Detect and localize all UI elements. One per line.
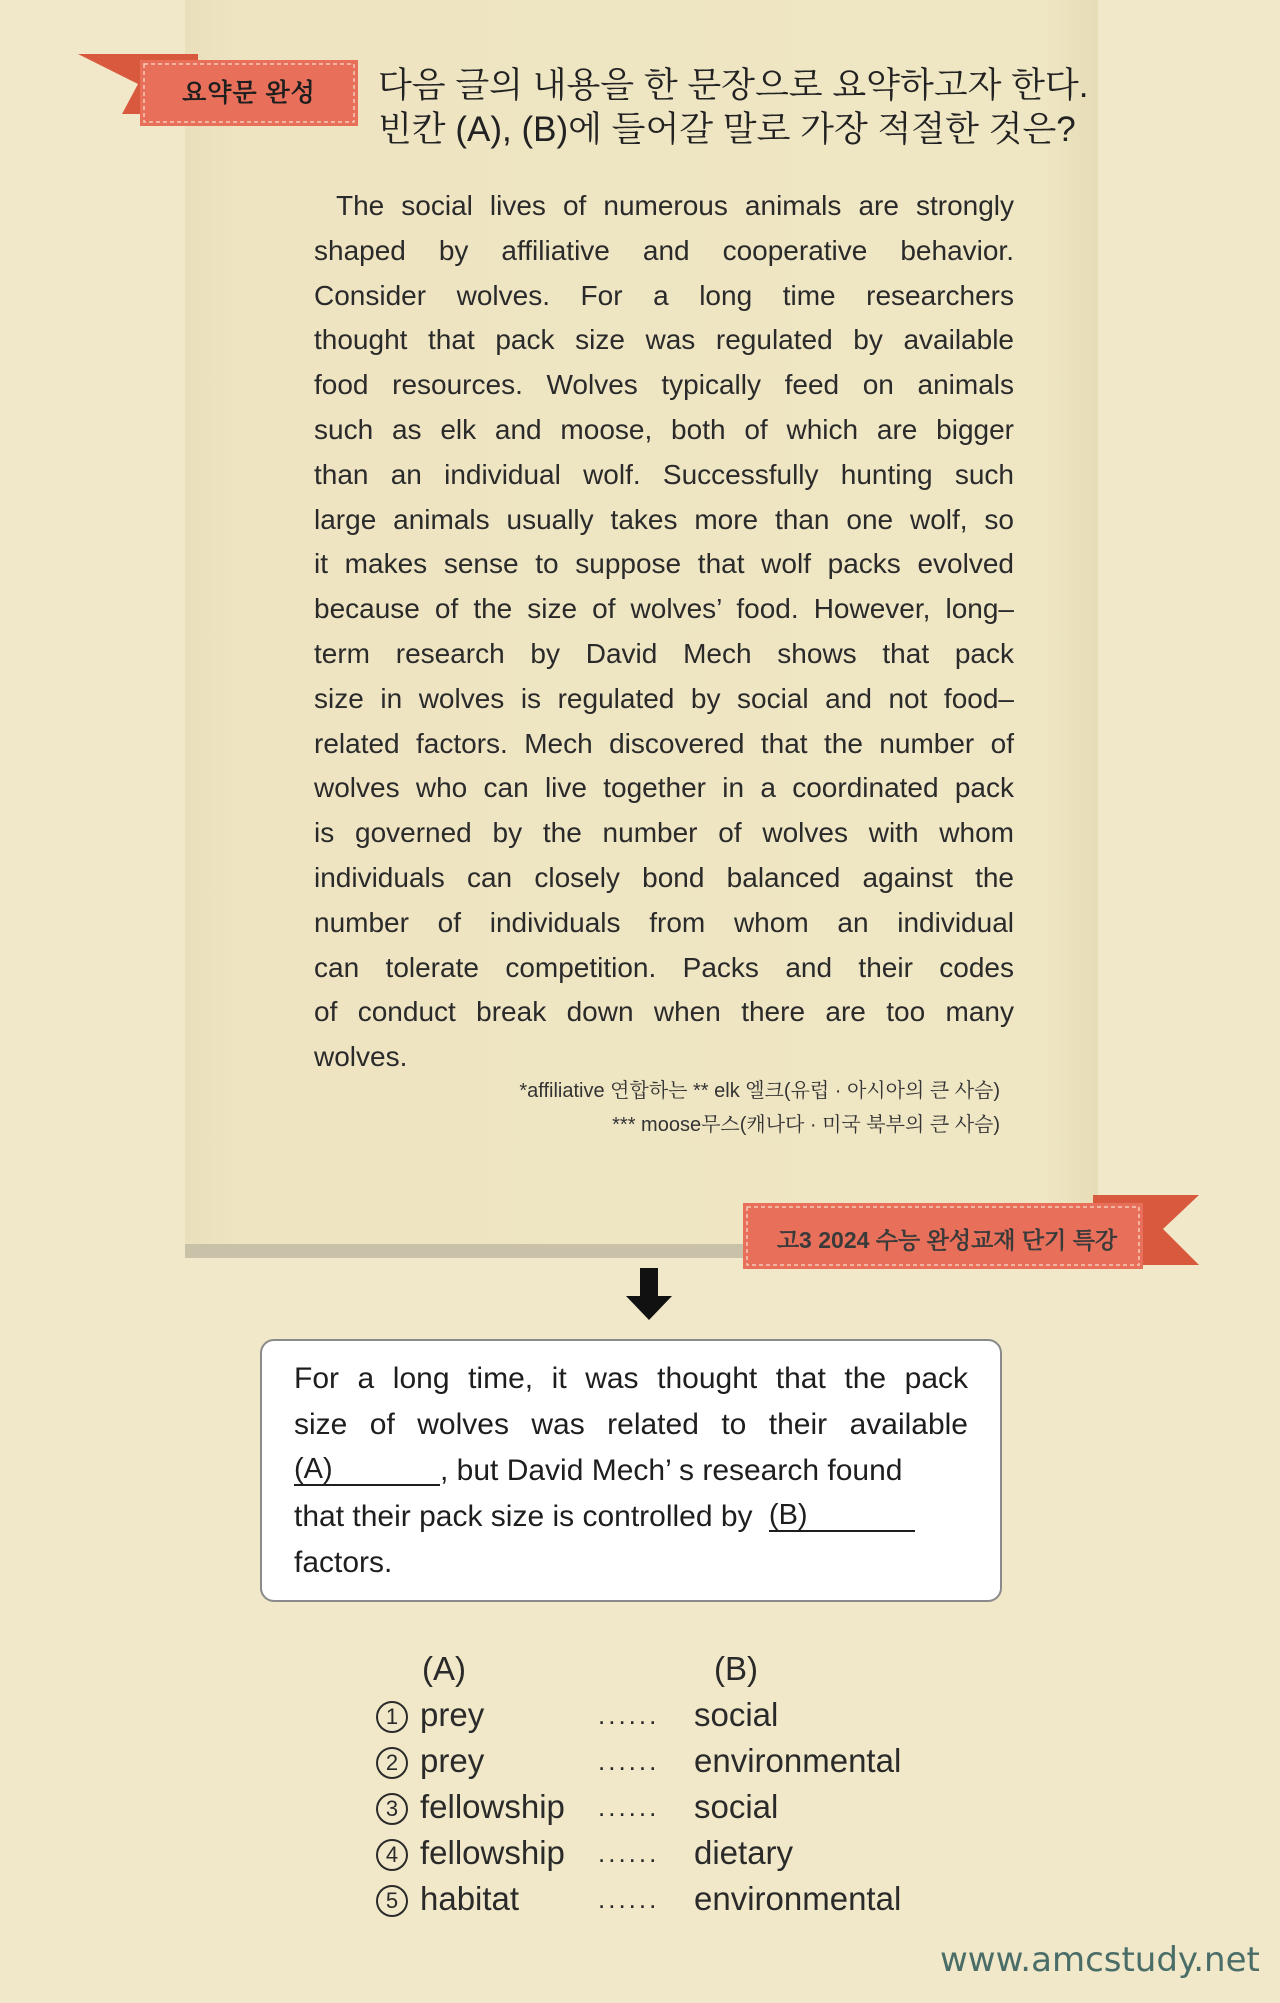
summary-text: that their pack size is controlled by [294,1500,753,1533]
question-prompt [378,64,1089,152]
summary-completion-badge [78,54,360,132]
passage-line: because of the size of wolves’ food. However, long– [314,593,1014,625]
passage-line: large animals usually takes more than one wolf, so [314,503,1014,535]
column-a-header: (A) [422,1650,466,1687]
passage-line: term research by David Mech shows that pack [314,637,1014,669]
vocabulary-footnotes [460,1074,1000,1142]
banner-label: 고3 2024 수능 완성교재 단기 특강 [776,1226,1118,1253]
choice-number: 5 [376,1885,408,1917]
choice-a: fellowship [420,1834,565,1871]
passage-line: shaped by affiliative and cooperative behavior. [314,234,1014,266]
choice-b: environmental [694,1880,902,1917]
passage-line: of conduct break down when there are too many [314,996,1014,1028]
passage-line: such as elk and moose, both of which are bigger [314,413,1014,445]
passage-line: than an individual wolf. Successfully hunting such [314,458,1014,490]
choice-b: environmental [694,1742,902,1779]
choice-b: social [694,1696,779,1733]
summary-text: , but David Mech’ s research found [440,1454,903,1487]
summary-line: For a long time, it was thought that the pack [294,1362,968,1395]
footnote-line: *affiliative 연합하는 ** elk 엘크(유럽 · 아시아의 큰 사슴) [519,1080,1000,1102]
passage-line: Consider wolves. For a long time researchers [314,279,1014,311]
blank-b: (B) [769,1500,915,1532]
choice-a: prey [420,1696,485,1733]
passage-line: wolves. [314,1041,408,1073]
question-line: 다음 글의 내용을 한 문장으로 요약하고자 한다. [378,66,1089,105]
badge-label: 요약문 완성 [182,78,316,107]
choice-number: 4 [376,1839,408,1871]
passage-line: The social lives of numerous animals are strongly [336,190,1014,221]
choice-separator: ...... [598,1884,660,1914]
choice-b: dietary [694,1834,794,1871]
passage-line: number of individuals from whom an individual [314,906,1014,938]
down-arrow-icon [626,1268,672,1320]
choice-number: 3 [376,1793,408,1825]
summary-line [294,1494,968,1540]
choice-separator: ...... [598,1838,660,1868]
course-banner [743,1195,1203,1275]
choice-a: fellowship [420,1788,565,1825]
passage-line: is governed by the number of wolves with whom [314,817,1014,849]
passage-line: wolves who can live together in a coordinated pack [314,772,1014,804]
choice-a: prey [420,1742,485,1779]
reading-passage [314,184,1014,1080]
choice-separator: ...... [598,1700,660,1730]
footnote-line: *** moose무스(캐나다 · 미국 북부의 큰 사슴) [612,1114,1000,1136]
passage-line: related factors. Mech discovered that the number of [314,727,1014,759]
passage-line: individuals can closely bond balanced against the [314,861,1014,893]
site-url[interactable]: www.amcstudy.net [940,1940,1260,1980]
summary-line: size of wolves was related to their available [294,1408,968,1441]
choice-separator: ...... [598,1792,660,1822]
summary-sentence [294,1356,968,1586]
summary-line: factors. [294,1546,393,1579]
choice-a: habitat [420,1880,520,1917]
passage-line: size in wolves is regulated by social and not food– [314,682,1014,714]
passage-line: it makes sense to suppose that wolf packs evolved [314,548,1014,580]
column-b-header: (B) [714,1650,758,1687]
choice-b: social [694,1788,779,1825]
choice-number: 2 [376,1747,408,1779]
choice-number: 1 [376,1701,408,1733]
passage-line: can tolerate competition. Packs and their codes [314,951,1014,983]
passage-line: thought that pack size was regulated by available [314,324,1014,356]
summary-line [294,1448,968,1494]
question-line: 빈칸 (A), (B)에 들어갈 말로 가장 적절한 것은? [378,110,1076,149]
choice-separator: ...... [598,1746,660,1776]
blank-a: (A) [294,1454,440,1486]
passage-line: food resources. Wolves typically feed on animals [314,369,1014,401]
